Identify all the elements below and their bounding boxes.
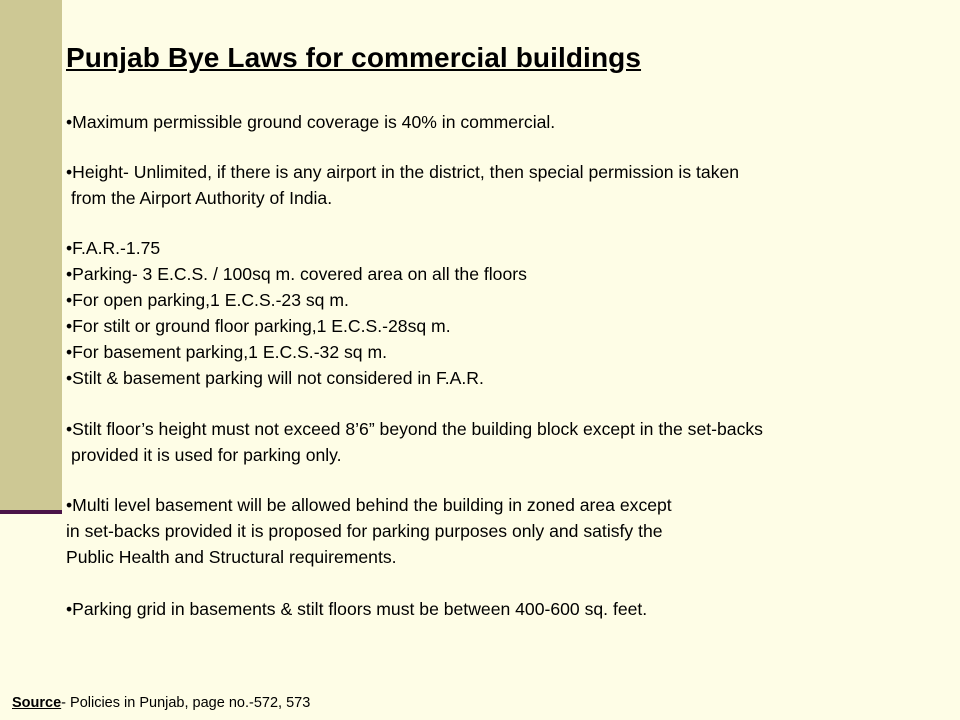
source-citation (12, 695, 310, 711)
bullet-stilt-height: •Stilt floor’s height must not exceed 8’6” beyond the building block except in the set-backs (66, 419, 763, 439)
bullet-parking-grid: •Parking grid in basements & stilt floors must be between 400-600 sq. feet. (66, 599, 648, 619)
bullet-height: •Height- Unlimited, if there is any airport in the district, then special permission is taken (66, 162, 740, 182)
bullet-multilevel-basement: •Multi level basement will be allowed behind the building in zoned area except (66, 495, 672, 515)
slide-title: Punjab Bye Laws for commercial buildings (66, 42, 642, 73)
bullet-stilt-height-continuation: provided it is used for parking only. (71, 445, 342, 465)
bullet-stilt-parking: •For stilt or ground floor parking,1 E.C.S.-28sq m. (66, 316, 451, 336)
bullet-multilevel-continuation-1: in set-backs provided it is proposed for parking purposes only and satisfy the (66, 521, 663, 541)
source-text: - Policies in Punjab, page no.-572, 573 (61, 695, 311, 711)
bullet-far-exclusion: •Stilt & basement parking will not considered in F.A.R. (66, 368, 484, 388)
bullet-basement-parking: •For basement parking,1 E.C.S.-32 sq m. (66, 342, 388, 362)
side-decoration-band (0, 0, 62, 512)
bullet-multilevel-continuation-2: Public Health and Structural requirements. (66, 547, 397, 567)
bullet-far: •F.A.R.-1.75 (66, 238, 161, 258)
bullet-parking: •Parking- 3 E.C.S. / 100sq m. covered area on all the floors (66, 264, 527, 284)
bullet-ground-coverage: •Maximum permissible ground coverage is 40% in commercial. (66, 112, 556, 132)
side-decoration-rule (0, 510, 62, 514)
bullet-open-parking: •For open parking,1 E.C.S.-23 sq m. (66, 290, 349, 310)
bullet-height-continuation: from the Airport Authority of India. (71, 188, 333, 208)
source-label: Source (12, 695, 62, 711)
